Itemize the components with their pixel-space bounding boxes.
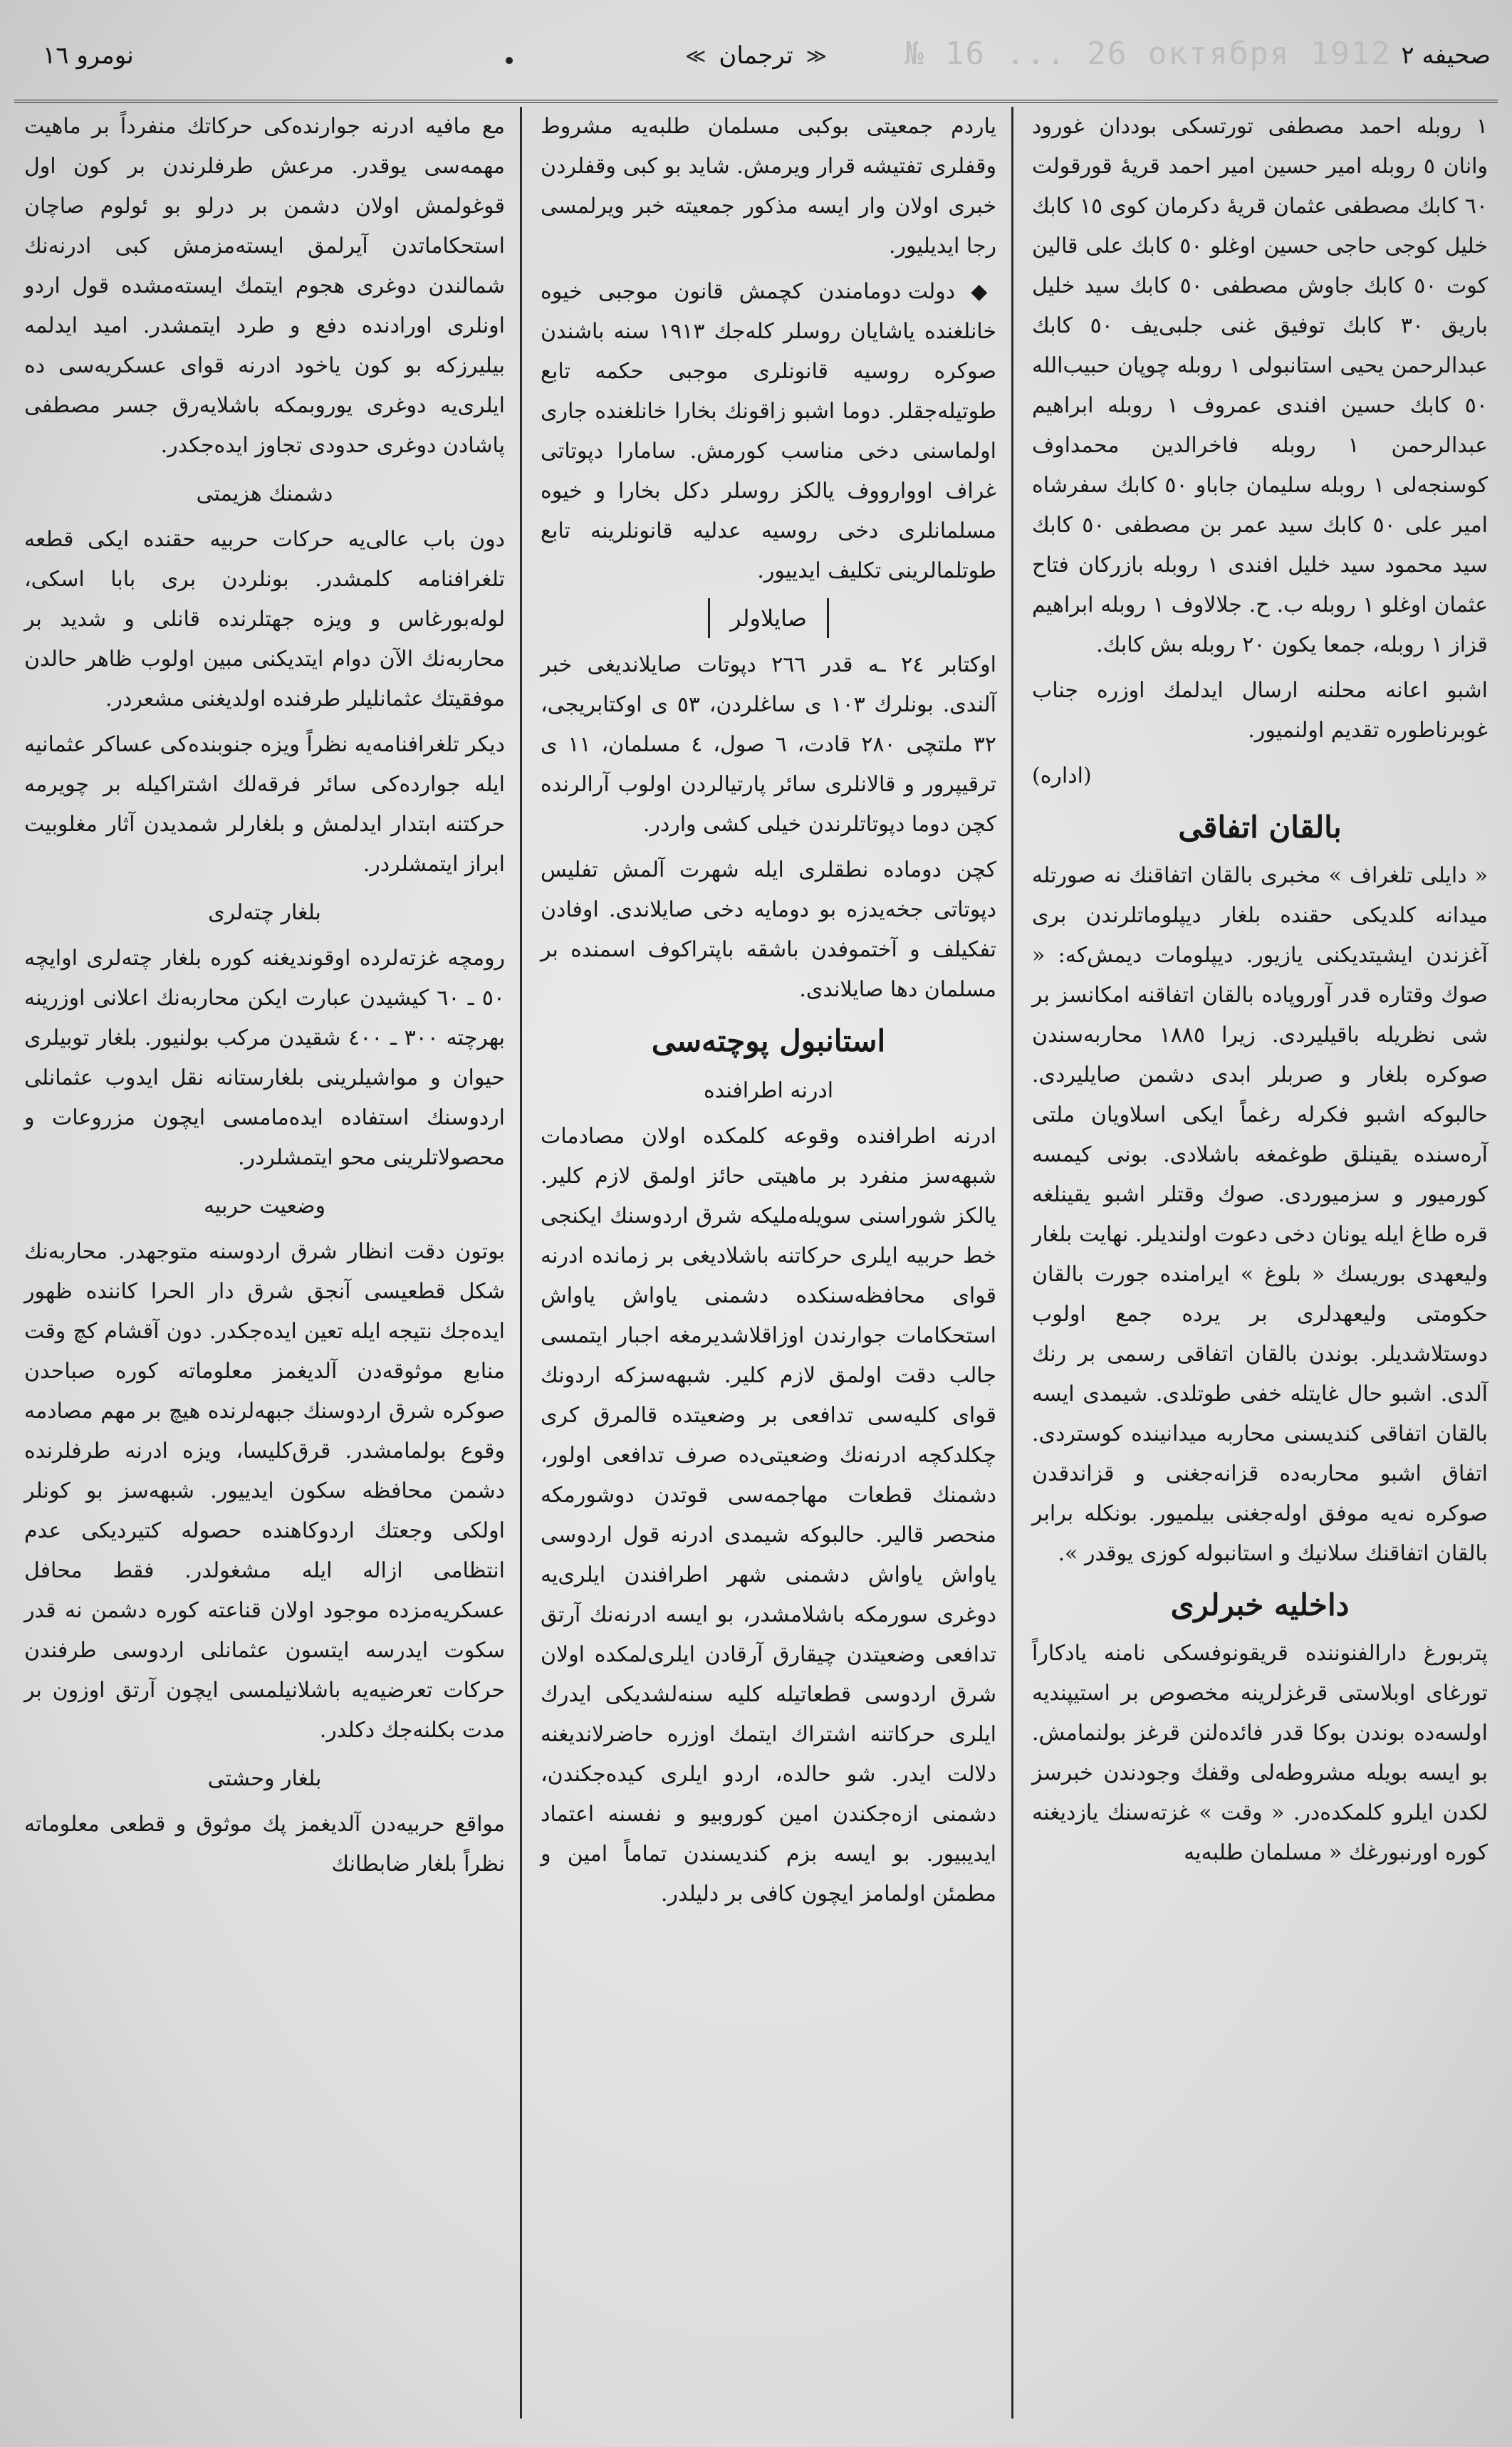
duma-law-text: ◆ دولت دومامندن کچمش قانون موجبی خیوه خانلغنده یاشایان روسلر کله‌جك ١٩١٣ سنه باشندن صوکره روسیه قانونلری موجبی حکمه تابع طوتیله‌جقلر. دوما اشبو زاقونك بخارا خانلغنده جاری اولماسنی دخی مناسب کورمش. سامارا دپوتاتی غراف اووارووف یالکز روسلر دکل بخارا و خیوه مسلمانلری دخی روسیه عدلیه قانونلرینه تابع طوتلمالرینی تکلیف ایدییور. <box>541 272 996 591</box>
donation-note: اشبو اعانه محلنه ارسال ایدلمك اوزره جناب غوبرناطوره تقدیم اولنمیور. <box>1032 678 1488 743</box>
column-right <box>1022 107 1498 2419</box>
domestic-news-heading: داخلیه خبرلری <box>1170 1587 1350 1622</box>
elections-text: اوکتابر ٢٤ ـه قدر ٢٦٦ دپوتات صایلاندیغی خبر آلندی. بونلرك ١٠٣ ی ساغلردن، ٥٣ ی اوکتابریجی، ٣٢ ملتچی ٢٨٠ قادت، ٦ صول، ٤ مسلمان، ١١ ی ترقیپرور و قالانلری سائر پارتیالردن اولوب آرالرنده کچن دوما دپوتاتلرندن خیلی کشی واردر. <box>541 652 996 837</box>
ornament-dot <box>506 57 513 64</box>
bulgar-savagery-heading: بلغار وحشتی <box>207 1766 322 1791</box>
enemy-defeat-heading: دشمنك هزیمتی <box>196 481 333 506</box>
istanbul-post-text: ادرنه اطرافنده وقوعه کلمکده اولان مصادمات شبهه‌سز منفرد بر ماهیتی حائز اولمق لازم کلیر. یالکز شوراسنی سویله‌ملیکه شرق اردوسنك ایکنجی خط حربیه ایلری حرکاتنه باشلادیغی بر زمانده ادرنه قوای محافظه‌سنکده دشمنی یاواش یاواش استحکامات جوارندن اوزاقلاشدیرمغه اجبار ایتمسی جالب دقت اولمق لازم کلیر. شبهه‌سزکه اردونك قوای کلیه‌سی تدافعی بر وضعیتده قالمرق کری چکلدکچه ادرنه‌نك وضعیتی‌ده صرف تدافعی اولور، دشمنك قطعات مهاجمه‌سی قوتدن دوشورمکه منحصر قالیر. حالبوکه شیمدی ادرنه قول اردوسی یاواش یاواش دشمنی شهر اطرافندن ایلری‌یه دوغری سورمکه باشلامشدر، بو ایسه ادرنه‌نك آرتق تدافعی وضعیتدن چیقارق آرقادن ایلری‌لمکده اولان شرق اردوسی قطعاتیله کلیه سنه‌لشدیکی ایدرك ایلری حرکاتنه اشتراك ایتمك اوزره حاضرلاندیغنه دلالت ایدر. شو حالده، اردو ایلری کیده‌جکندن، دشمنی ازه‌جکندن امین کوروبیو و نفسنه اعتماد ایدیبیور. بو ایسه بزم کندیسندن تماماً امین و مطمئن اولمامز ایچون کافی بر دلیلدر. <box>541 1124 996 1906</box>
donation-signature: (اداره) <box>1032 763 1092 788</box>
elections-text-2: کچن دوماده نطقلری ایله شهرت آلمش تفلیس دپوتاتی جخه‌یدزه بو دومایه دخی صایلاندی. اوفادن تفکیلف و آختموفدن باشقه باپتراکوف اسمنده بر مسلمان دها صایلاندی. <box>541 857 996 1002</box>
domestic-news-text: پتربورغ دارالفنوننده قریقونوفسکی نامنه یادکاراً تورغای اوبلاستی قرغزلرینه مخصوص بر استیپندیه اولسه‌ده بوندن بوکا قدر فائده‌لنن قرغز بولنمامش. بو ایسه بویله مشروطه‌لی وقفك وجودندن خبرسز لکدن ایلرو کلمکده‌در. « وقت » غزته‌سنك یازدیغنه کوره اورنبورغك « مسلمان طلبه‌یه <box>1032 1641 1488 1865</box>
bulgar-bands-text: رومچه غزته‌لرده اوقوندیغنه کوره بلغار چته‌لری اوایچه ٥٠ ـ ٦٠ کیشیدن عبارت ایکن محاربه‌نك اعلانی اوزرینه بهرچته ٣٠٠ ـ ٤٠٠ شقیدن مرکب بولنیور. بلغار توبیلری حیوان و مواشیلرینی بلغارستانه نقل ایدوب عثمانلی اردوسنك استفاده ایده‌مامسی ایچون مزروعات و محصولاتلرینی محو ایتمشلردر. <box>24 946 505 1170</box>
issue-number: نومرو ١٦ <box>43 41 134 70</box>
balkan-alliance-heading: بالقان اتفاقی <box>1178 810 1342 845</box>
enemy-defeat-text: دون باب عالی‌یه حرکات حربیه حقنده ایکی قطعه تلغرافنامه کلمشدر. بونلردن بری بابا اسکی، لوله‌بورغاس و ویزه جهتلرنده قانلی و شدید بر محاربه‌نك الآن دوام ایتدیکنی مبین اولوب ظاهر حالدن موفقیتك عثمانلیلر طرفنده اولدیغنی مشعردر. <box>24 527 505 711</box>
page-number: صحیفه ٢ <box>1401 41 1491 70</box>
masthead <box>14 28 1498 103</box>
edirne-intro-text: مع مافیه ادرنه جوارنده‌کی حرکاتك منفرداً بر ماهیت مهمه‌سی یوقدر. مرعش طرفلرندن بر کون اول قوغولمش اولان دشمن بر درلو بو ئولوم صاچان استحکاماتدن آیرلمق ایسته‌مزمش کبی ادرنه‌نك شمالندن دوغری هجوم ایتمك ایسته‌مشده قول اردو اونلری اورادنده دفع و طرد ایتمشدر. امید ایدلمه بیلیرزکه بو کون یاخود ادرنه قوای عسکریه‌سی ده ایلری‌یه دوغری یوروبمکه باشلایه‌رق جسر مصطفی پاشادن دوغری حدودی تجاوز ایده‌جکدر. <box>24 114 505 458</box>
ornament-right-icon: ≫ <box>685 43 707 68</box>
aid-society-text: یاردم جمعیتی بوکبی مسلمان طلبه‌یه مشروط وقفلری تفتیشه قرار ویرمش. شاید بو کبی وقفلردن خبری اولان وار ایسه مذکور جمعیته خبر ویرلمسی رجا ایدیلیور. <box>541 114 996 259</box>
newspaper-title <box>685 41 827 70</box>
war-situation-heading: وضعیت حربیه <box>203 1194 326 1219</box>
balkan-alliance-text: « دایلی تلغراف » مخبری بالقان اتفاقنك نه صورتله میدانه کلدیکی حقنده بلغار دیپلوماتلرندن بری آغزندن ایشیتدیکنی یازیور. دیپلومات دیمش‌که: « صوك وقتاره قدر آوروپاده بالقان اتفاقنه امکانسز بر شی نظریله باقیلیردی. زیرا ١٨٨٥ محاربه‌سندن صوکره بلغار و صربلر ابدی دشمن صایلیردی. حالبوکه اشبو فکرله رغماً ایکی اسلاویان ملتی آره‌سنده یقینلق طوغمغه باشلادی. بونی کیمسه کورمیور و سزمیوردی. صوك وقتلر اشبو یقینلغه قره طاغ ایله یونان دخی دعوت اولندیلر. نهایت بلغار ولیعهدی بوریسك « بلوغ » ایرامنده جورت بالقان حکومتی ولیعهدلری بر یرده جمع اولوب دوستلاشدیلر. بوندن بالقان اتفاقی رسمی بر رنك آلدی. اشبو حال غایتله خفی طوتلدی. شیمدی ایسه بالقان اتفاقی کندیسنی محاربه میدانینده کوستردی. اتفاق اشبو محاربه‌ده قزانه‌جغنی و قزاندقدن صوکره نه‌یه موفق اوله‌جغنی بیلمیور. بونکله برابر بالقان اتفاقنك سلانیك و استانبوله کوزی یوقدر ». <box>1032 863 1488 1566</box>
title-text: ترجمان <box>719 41 793 70</box>
elections-heading: صایلاولر <box>708 598 829 638</box>
article-columns <box>14 107 1498 2419</box>
column-middle <box>531 107 1006 2419</box>
column-left <box>14 107 515 2419</box>
column-rule <box>1011 107 1013 2419</box>
istanbul-post-subheading: ادرنه اطرافنده <box>703 1078 834 1103</box>
ornament-left-icon: ≪ <box>805 43 827 68</box>
column-rule <box>520 107 522 2419</box>
bulgar-savagery-text: مواقع حربیه‌دن آلدیغمز پك موثوق و قطعی معلوماته نظراً بلغار ضابطانك <box>24 1812 505 1877</box>
war-situation-text: بوتون دقت انظار شرق اردوسنه متوجهدر. محاربه‌نك شکل قطعیسی آنجق شرق دار الحرا کاننده ظهور ایده‌جك نتیجه ایله تعین ایده‌جکدر. دون آقشام کچ وقت منابع موثوقه‌دن آلدیغمز معلوماته کوره صباحدن صوکره شرق اردوسنك جبهه‌لرنده هیچ بر مهم مصادمه وقوع بولمامشدر. قرق‌کلیسا، ویزه ادرنه طرفلرنده دشمن محافظه سکون ایدییور. شبهه‌سز بو کونلر اولکی وجعتك اردوکاهنده حصوله کتیردیکی عدم انتظامی ازاله ایله مشغولدر. فقط محافل عسکریه‌مزده موجود اولان قناعته کوره دشمن نه قدر سکوت ایدرسه ایتسون عثمانلی اردوسی طرفندن حرکات تعرضیه‌یه باشلانیلمسی ایچون آرتق اوزون بر مدت بکلنه‌جك دکلدر. <box>24 1239 505 1743</box>
enemy-defeat-text-2: دیکر تلغرافنامه‌یه نظراً ویزه جنوبنده‌کی عساکر عثمانیه ایله جوارده‌کی سائر فرقه‌لك اشتراکیله بر چویرمه حرکتنه ابتدار ایدلمش و بلغارلر شمدیدن آثار مغلوبیت ابراز ایتمشلردر. <box>24 732 505 877</box>
bulgar-bands-heading: بلغار چته‌لری <box>208 900 321 925</box>
istanbul-post-heading: استانبول پوچته‌سی <box>651 1023 886 1058</box>
donation-list: ١ روبله احمد مصطفی تورتسکی بوددان غورود وانان ٥ روبله امیر حسین امیر احمد قریهٔ قورقولت ٦٠ کابك مصطفی عثمان قریهٔ دکرمان کوی ١٥ کابك خلیل کوجی حاجی حسین اوغلو ٥٠ کابك علی قالین کوت ٥٠ کابك جاوش مصطفی ٥٠ کابك سید خلیل باریق ٣٠ کابك توفیق غنی جلبی‌یف ٥٠ کابك عبدالرحمن یحیی استانبولی ١ روبله چوپان حبیب‌الله ٥٠ کابك حسین افندی عمروف ١ روبله ابراهیم عبدالرحمن ١ روبله فاخرالدین محمداوف کوسنجه‌لی ١ روبله سلیمان جاباو ٥٠ کابك سفرشاه امیر علی ٥٠ کابك سید عمر بن مصطفی ٥٠ کابك سید محمود سید خلیل افندی ١ روبله بازرکان فتاح عثمان اوغلو ١ روبله ب. ح. جلالاوف ١ روبله ابراهیم قزاز ١ روبله، جمعا یکون ٢٠ روبله بش کابك. <box>1032 114 1488 657</box>
bleed-through-date: № 16 ... 26 октября 1912 <box>904 36 1392 72</box>
